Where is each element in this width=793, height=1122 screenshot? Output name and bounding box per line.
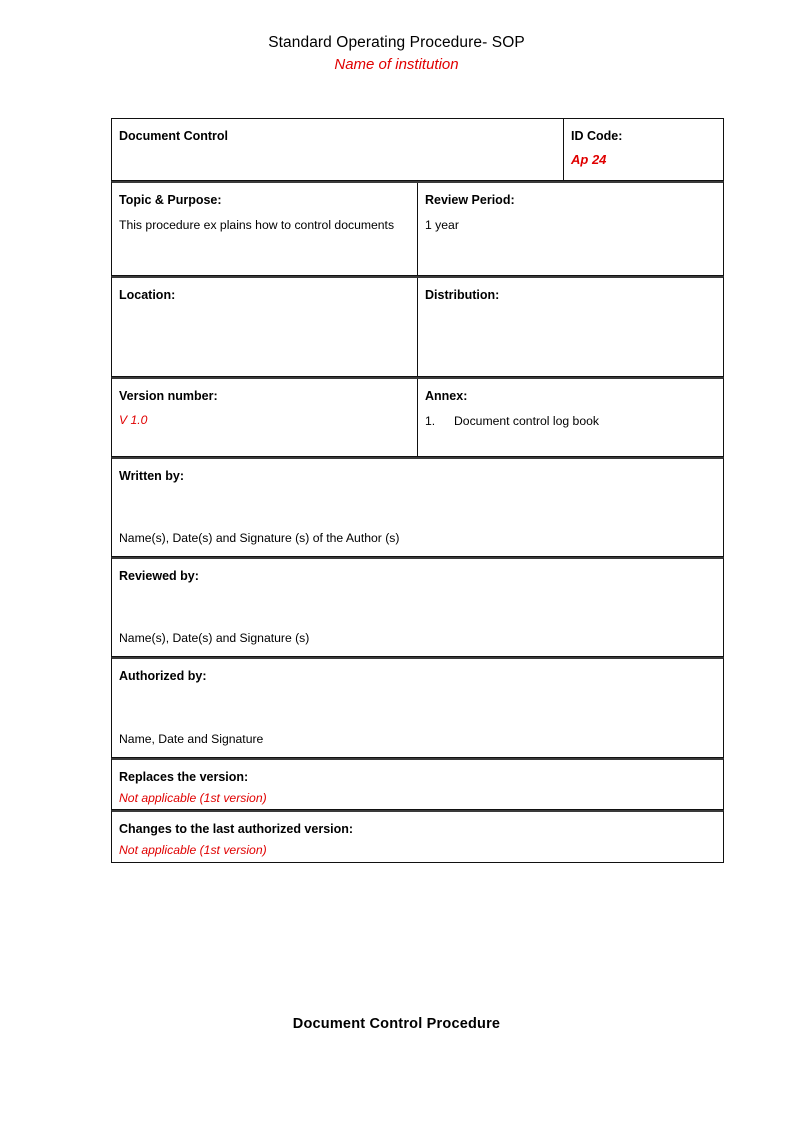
label-reviewed-by: Reviewed by: [119,569,199,583]
label-location: Location: [119,288,176,302]
label-document-control: Document Control [119,129,229,143]
label-changes-last-version: Changes to the last authorized version: [119,822,354,836]
sop-document-control-table [111,118,724,863]
cell-review-period [418,183,723,275]
table-row-version-number [111,377,724,457]
cell-annex [418,379,723,456]
cell-distribution [418,278,723,376]
table-row-changes-last-version [111,810,724,863]
page-title: Standard Operating Procedure- SOP [268,34,525,51]
value-replaces-version: Not applicable (1st version) [119,791,267,805]
table-row-authorized-by [111,657,724,758]
label-replaces-version: Replaces the version: [119,770,249,784]
cell-document-control [112,119,564,180]
value-changes-last-version: Not applicable (1st version) [119,843,267,857]
label-version-number: Version number: [119,389,218,403]
annex-list-item [425,413,716,429]
label-authorized-by: Authorized by: [119,669,207,683]
label-written-by: Written by: [119,469,185,483]
table-row-written-by [111,457,724,557]
label-topic-purpose: Topic & Purpose: [119,193,222,207]
value-written-by: Name(s), Date(s) and Signature (s) of the Author (s) [119,531,400,545]
value-review-period: 1 year [425,218,459,232]
cell-replaces-version [112,760,723,809]
label-id-code: ID Code: [571,129,623,143]
footer-procedure-title: Document Control Procedure [292,1016,501,1032]
cell-authorized-by [112,659,723,757]
value-topic-purpose: This procedure ex plains how to control documents [119,218,395,232]
value-version-number: V 1.0 [119,413,148,427]
table-row-location [111,276,724,377]
cell-location [112,278,418,376]
annex-item-text: Document control log book [454,414,599,428]
institution-name: Name of institution [334,56,459,73]
label-distribution: Distribution: [425,288,500,302]
table-row-reviewed-by [111,557,724,657]
cell-written-by [112,459,723,556]
document-header [0,0,793,75]
cell-changes-last-version [112,812,723,862]
value-id-code: Ap 24 [571,152,607,167]
value-reviewed-by: Name(s), Date(s) and Signature (s) [119,631,310,645]
value-authorized-by: Name, Date and Signature [119,732,264,746]
table-row-replaces-version [111,758,724,810]
cell-version-number [112,379,418,456]
annex-item-number: 1. [425,414,436,428]
label-review-period: Review Period: [425,193,515,207]
label-annex: Annex: [425,389,468,403]
cell-id-code [564,119,723,180]
cell-topic-purpose [112,183,418,275]
cell-reviewed-by [112,559,723,656]
table-row-topic-purpose [111,181,724,276]
annex-list [425,413,716,429]
table-row-document-control [111,118,724,181]
